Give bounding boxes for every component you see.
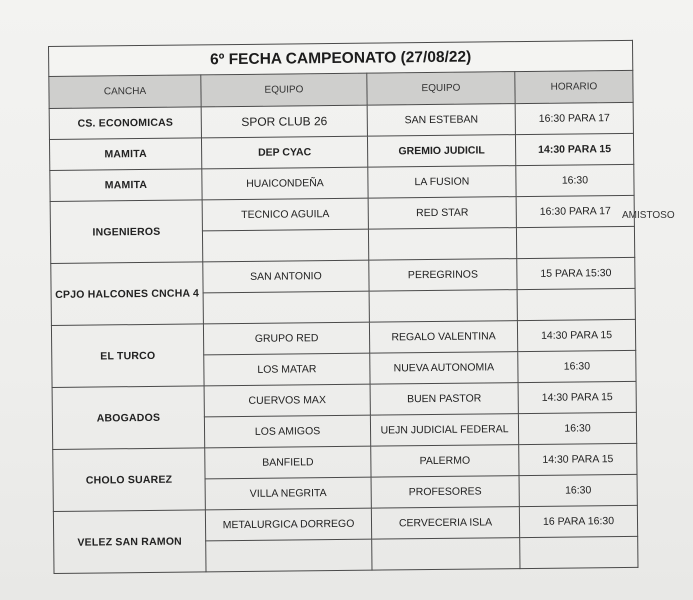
home-team [203, 291, 369, 324]
away-team: UEJN JUDICIAL FEDERAL [370, 414, 518, 447]
away-team [368, 228, 516, 261]
venue-cell: ABOGADOS [52, 386, 205, 450]
match-time: 14:30 PARA 15 [515, 133, 633, 165]
venue-cell: CPJO HALCONES CNCHA 4 [51, 262, 204, 326]
venue-cell: MAMITA [49, 138, 201, 171]
away-team: REGALO VALENTINA [369, 321, 517, 354]
home-team [202, 229, 368, 262]
away-team: LA FUSION [368, 166, 516, 199]
away-team: SAN ESTEBAN [367, 104, 515, 137]
match-time: 16:30 PARA 17 [515, 102, 633, 134]
home-team [206, 539, 372, 572]
home-team: VILLA NEGRITA [205, 477, 371, 510]
match-time [517, 288, 635, 320]
venue-cell: CHOLO SUAREZ [53, 448, 206, 512]
away-team: PALERMO [371, 445, 519, 478]
match-time: 15 PARA 15:30 [517, 257, 635, 289]
home-team: LOS MATAR [204, 353, 370, 386]
header-horario: HORARIO [515, 70, 633, 103]
match-time: 16 PARA 16:30 [519, 505, 637, 537]
home-team: TECNICO AGUILA [202, 198, 368, 231]
home-team: LOS AMIGOS [204, 415, 370, 448]
home-team: DEP CYAC [201, 136, 367, 169]
away-team [372, 538, 520, 571]
match-time: 16:30 [519, 474, 637, 506]
header-cancha: CANCHA [49, 75, 201, 109]
match-time: 16:30 [516, 164, 634, 196]
home-team: GRUPO RED [203, 322, 369, 355]
match-time: 14:30 PARA 15 [517, 319, 635, 351]
home-team: BANFIELD [205, 446, 371, 479]
header-equipo-2: EQUIPO [367, 72, 515, 106]
match-time: 16:30 [518, 350, 636, 382]
match-time: 16:30 PARA 17 [516, 195, 634, 227]
venue-cell: CS. ECONOMICAS [49, 107, 201, 140]
away-team: GREMIO JUDICIL [367, 135, 515, 168]
venue-cell: VELEZ SAN RAMON [53, 510, 206, 574]
match-time [520, 536, 638, 568]
away-team [369, 290, 517, 323]
match-time: 16:30 [518, 412, 636, 444]
match-time: 14:30 PARA 15 [519, 443, 637, 475]
away-team: CERVECERIA ISLA [371, 507, 519, 540]
home-team: HUAICONDEÑA [202, 167, 368, 200]
away-team: BUEN PASTOR [370, 383, 518, 416]
home-team: SAN ANTONIO [203, 260, 369, 293]
home-team: METALURGICA DORREGO [205, 508, 371, 541]
away-team: PROFESORES [371, 476, 519, 509]
table-title: 6º FECHA CAMPEONATO (27/08/22) [49, 40, 633, 76]
venue-cell: EL TURCO [51, 324, 204, 388]
fixture-table [48, 40, 638, 574]
venue-cell: INGENIEROS [50, 200, 203, 264]
header-equipo-1: EQUIPO [201, 73, 367, 107]
match-time [516, 226, 634, 258]
match-time: 14:30 PARA 15 [518, 381, 636, 413]
venue-cell: MAMITA [50, 169, 202, 202]
home-team: CUERVOS MAX [204, 384, 370, 417]
amistoso-note: AMISTOSO [622, 210, 675, 221]
away-team: NUEVA AUTONOMIA [370, 352, 518, 385]
away-team: PEREGRINOS [369, 259, 517, 292]
away-team: RED STAR [368, 197, 516, 230]
home-team: SPOR CLUB 26 [201, 105, 367, 138]
